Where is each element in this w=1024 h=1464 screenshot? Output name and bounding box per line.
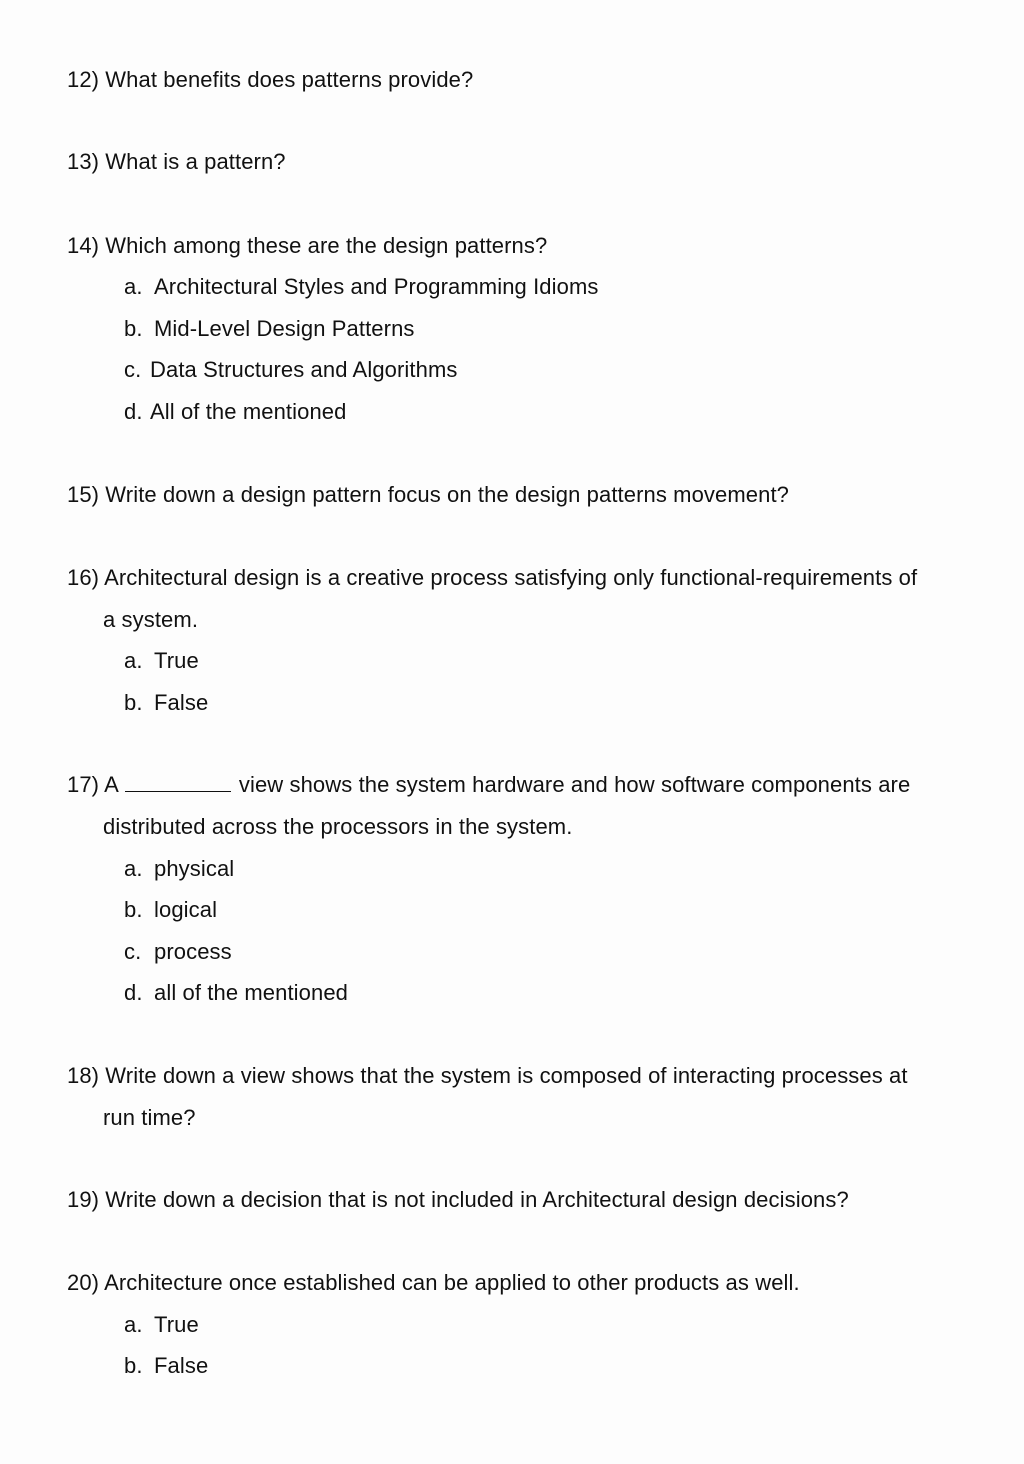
question-17-text: view shows the system hardware and how software components are (238, 772, 911, 797)
option-letter: a. (124, 274, 143, 299)
option-letter: c. (124, 939, 142, 964)
option-text: False (154, 690, 209, 715)
question-17-option-a (124, 855, 234, 883)
option-text: All of the mentioned (150, 399, 347, 424)
option-text: all of the mentioned (154, 980, 349, 1005)
option-letter: d. (124, 980, 143, 1005)
option-letter: b. (124, 316, 143, 341)
question-16-continuation: a system. (103, 607, 199, 632)
question-14: 14) Which among these are the design patterns? (67, 233, 548, 258)
fill-in-blank (125, 771, 231, 792)
question-17-option-c (124, 938, 232, 966)
question-14-option-a (124, 273, 598, 301)
question-13: 13) What is a pattern? (67, 149, 286, 174)
option-text: True (154, 1312, 199, 1337)
question-17-continuation: distributed across the processors in the system. (103, 814, 573, 839)
option-text: process (154, 939, 232, 964)
option-text: Mid-Level Design Patterns (154, 316, 415, 341)
option-letter: a. (124, 648, 143, 673)
question-20-option-b (124, 1352, 208, 1380)
option-letter: b. (124, 690, 143, 715)
question-19: 19) Write down a decision that is not included in Architectural design decisions? (67, 1187, 849, 1212)
question-17-option-b (124, 896, 217, 924)
option-text: logical (154, 897, 218, 922)
option-text: Data Structures and Algorithms (150, 357, 458, 382)
option-letter: a. (124, 856, 143, 881)
question-12: 12) What benefits does patterns provide? (67, 67, 474, 92)
question-16-option-a (124, 647, 199, 675)
question-17 (67, 771, 910, 799)
option-text: physical (154, 856, 235, 881)
option-text: Architectural Styles and Programming Idioms (154, 274, 599, 299)
question-18-continuation: run time? (103, 1105, 196, 1130)
option-letter: b. (124, 897, 143, 922)
question-17-option-d (124, 979, 348, 1007)
option-letter: a. (124, 1312, 143, 1337)
question-15: 15) Write down a design pattern focus on the design patterns movement? (67, 482, 790, 507)
question-20-option-a (124, 1311, 199, 1339)
option-text: True (154, 648, 199, 673)
option-letter: d. (124, 399, 143, 424)
option-letter: c. (124, 357, 142, 382)
question-14-option-c (124, 356, 457, 384)
option-text: False (154, 1353, 209, 1378)
question-20: 20) Architecture once established can be applied to other products as well. (67, 1270, 800, 1295)
question-18: 18) Write down a view shows that the system is composed of interacting processes at (67, 1063, 908, 1088)
question-16-option-b (124, 689, 208, 717)
option-letter: b. (124, 1353, 143, 1378)
question-17-prefix: 17) A (67, 772, 119, 797)
question-14-option-d (124, 398, 346, 426)
question-14-option-b (124, 315, 415, 343)
question-16: 16) Architectural design is a creative process satisfying only functional-requirements of (67, 565, 918, 590)
